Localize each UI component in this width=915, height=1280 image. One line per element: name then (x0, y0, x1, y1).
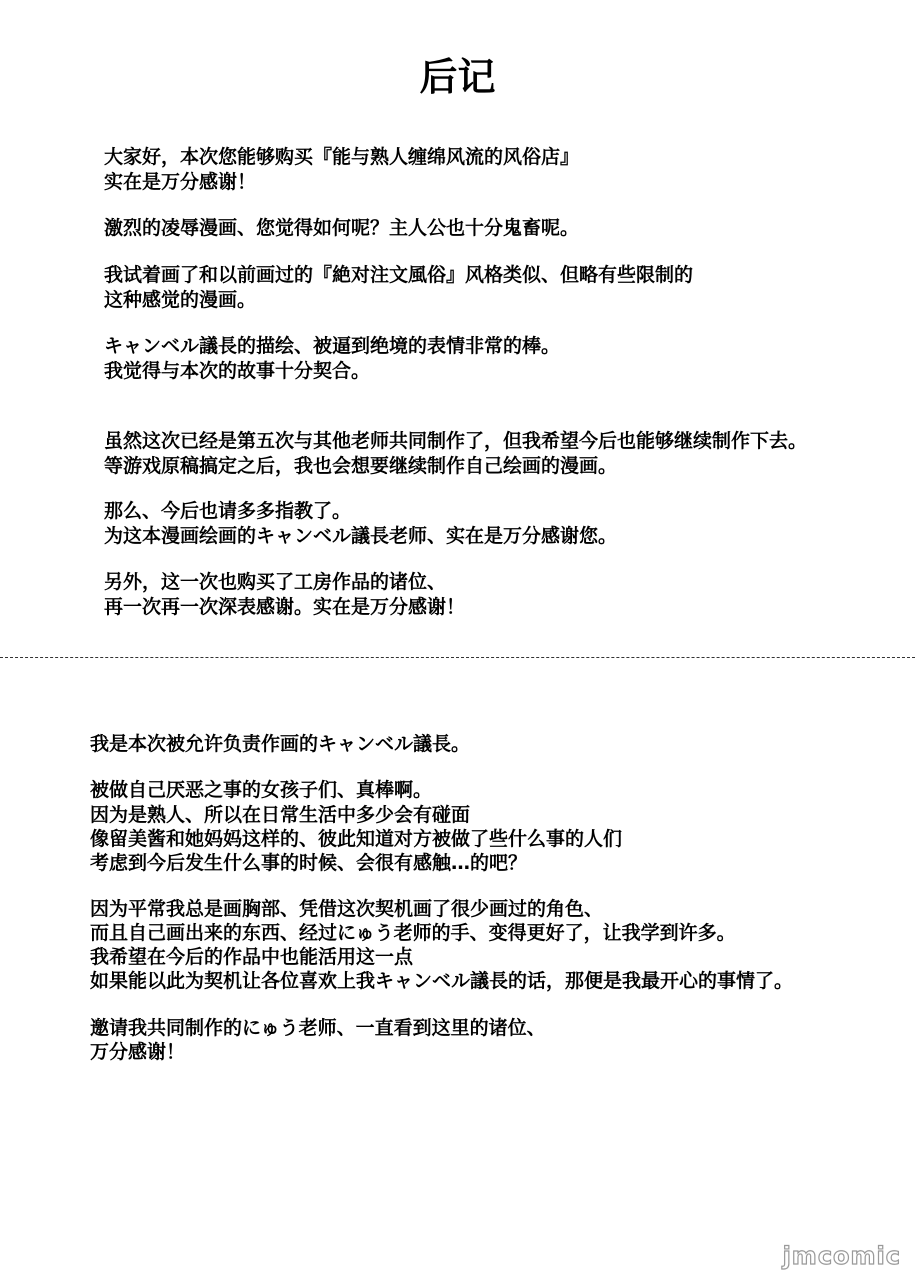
text-line: 万分感谢！ (90, 1041, 186, 1063)
text-line: 我觉得与本次的故事十分契合。 (104, 360, 371, 382)
text-line: 邀请我共同制作的にゅう老师、一直看到这里的诸位、 (90, 1017, 546, 1039)
text-line: 考虑到今后发生什么事的时候、会很有感触…的吧？ (90, 852, 528, 874)
text-line: 我希望在今后的作品中也能活用这一点 (90, 946, 414, 968)
text-line: 实在是万分感谢！ (104, 171, 257, 193)
text-line: 那么、今后也请多多指教了。 (104, 500, 352, 522)
text-line: 因为是熟人、所以在日常生活中多少会有碰面 (90, 804, 471, 826)
text-line: 我试着画了和以前画过的『絶对注文風俗』风格类似、但略有些限制的 (104, 264, 694, 286)
text-line: 而且自己画出来的东西、经过にゅう老师的手、变得更好了，让我学到许多。 (90, 922, 736, 944)
text-line: 等游戏原稿搞定之后，我也会想要继续制作自己绘画的漫画。 (104, 455, 618, 477)
text-line: 另外，这一次也购买了工房作品的诸位、 (104, 571, 447, 593)
text-line: 我是本次被允许负责作画的キャンベル議長。 (90, 733, 471, 755)
text-line: 如果能以此为契机让各位喜欢上我キャンベル議長的话，那便是我最开心的事情了。 (90, 970, 794, 992)
text-line: 被做自己厌恶之事的女孩子们、真棒啊。 (90, 779, 433, 801)
text-line: 像留美酱和她妈妈这样的、彼此知道对方被做了些什么事的人们 (90, 828, 623, 850)
section-divider (0, 657, 915, 658)
text-line: キャンベル議長的描绘、被逼到绝境的表情非常的棒。 (104, 335, 561, 357)
text-line: 激烈的凌辱漫画、您觉得如何呢？主人公也十分鬼畜呢。 (104, 217, 580, 239)
page-title: 后记 (419, 55, 496, 99)
text-line: 大家好，本次您能够购买『能与熟人缠绵风流的风俗店』 (104, 146, 580, 168)
text-line: 为这本漫画绘画的キャンベル議長老师、实在是万分感谢您。 (104, 525, 618, 547)
watermark-logo: jmcomic (782, 1242, 901, 1270)
text-line: 因为平常我总是画胸部、凭借这次契机画了很少画过的角色、 (90, 898, 604, 920)
text-line: 虽然这次已经是第五次与其他老师共同制作了，但我希望今后也能够继续制作下去。 (104, 430, 808, 452)
text-line: 这种感觉的漫画。 (104, 289, 257, 311)
text-line: 再一次再一次深表感谢。实在是万分感谢！ (104, 596, 466, 618)
